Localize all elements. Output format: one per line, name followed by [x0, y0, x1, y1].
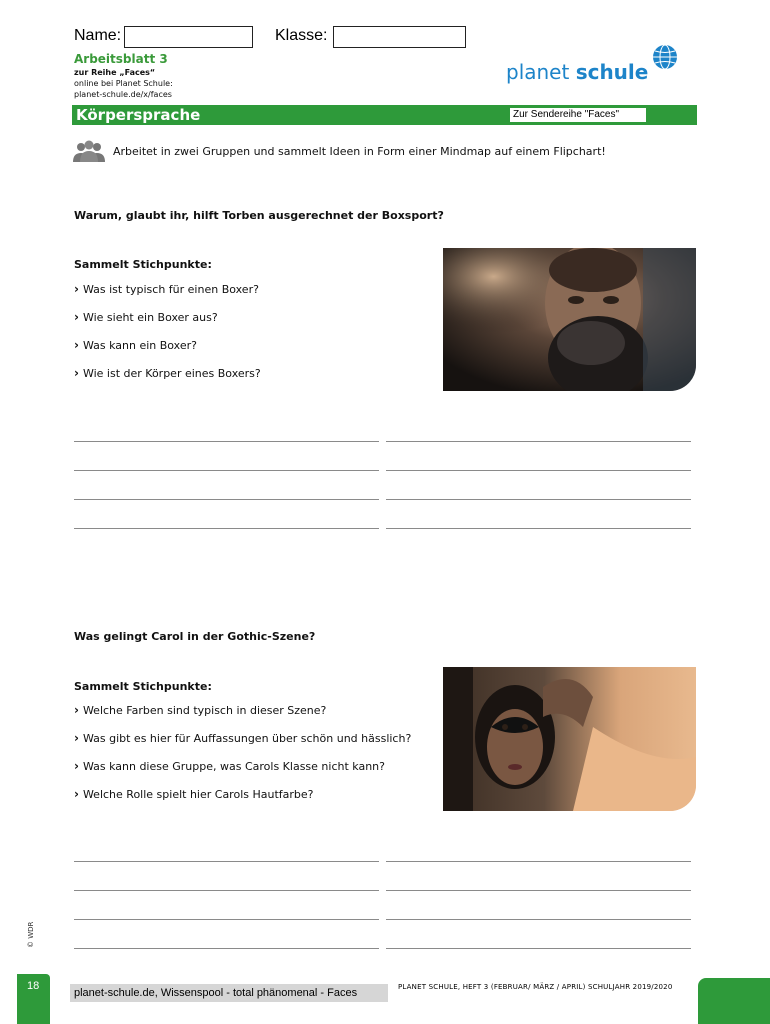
writing-line[interactable] — [74, 470, 379, 471]
bullet-item: › Was kann diese Gruppe, was Carols Klasse nicht kann? — [74, 759, 385, 773]
worksheet-meta — [74, 67, 173, 100]
klasse-label: Klasse: — [275, 27, 328, 44]
writing-line[interactable] — [74, 528, 379, 529]
meta-online: online bei Planet Schule: — [74, 79, 173, 88]
chevron-right-icon: › — [74, 731, 79, 745]
globe-icon — [652, 44, 678, 74]
bullet-item: › Welche Farben sind typisch in dieser Szene? — [74, 703, 327, 717]
klasse-field[interactable] — [333, 26, 466, 48]
prompt-head-1: Sammelt Stichpunkte: — [74, 258, 212, 271]
name-field[interactable] — [124, 26, 253, 48]
footer-green-tab — [698, 978, 770, 1024]
planet-schule-logo — [506, 44, 678, 84]
instruction-text: Arbeitet in zwei Gruppen und sammelt Ideen in Form einer Mindmap auf einem Flipchart! — [113, 145, 606, 158]
section-title: Körpersprache — [76, 106, 201, 124]
writing-line[interactable] — [386, 890, 691, 891]
prompt-head-2: Sammelt Stichpunkte: — [74, 680, 212, 693]
bullet-item: › Was kann ein Boxer? — [74, 338, 197, 352]
series-label: Zur Sendereihe "Faces" — [510, 108, 646, 122]
writing-line[interactable] — [74, 441, 379, 442]
writing-line[interactable] — [74, 499, 379, 500]
meta-url: planet-schule.de/x/faces — [74, 90, 172, 99]
name-label: Name: — [74, 27, 122, 44]
writing-line[interactable] — [74, 861, 379, 862]
page-number: 18 — [27, 980, 40, 992]
chevron-right-icon: › — [74, 759, 79, 773]
chevron-right-icon: › — [74, 787, 79, 801]
copyright-note: © WDR — [27, 921, 35, 948]
meta-series: zur Reihe „Faces“ — [74, 68, 156, 77]
chevron-right-icon: › — [74, 282, 79, 296]
section-bar — [72, 105, 697, 125]
bullet-item: › Welche Rolle spielt hier Carols Hautfarbe? — [74, 787, 314, 801]
group-icon — [72, 140, 106, 168]
boxer-photo — [443, 248, 696, 391]
page-number-tab — [17, 974, 50, 1024]
writing-line[interactable] — [386, 861, 691, 862]
footer-source: planet-schule.de, Wissenspool - total phänomenal - Faces — [70, 984, 388, 1002]
logo-text: planet schule — [506, 60, 649, 84]
writing-line[interactable] — [386, 919, 691, 920]
question-1: Warum, glaubt ihr, hilft Torben ausgerechnet der Boxsport? — [74, 209, 444, 222]
chevron-right-icon: › — [74, 338, 79, 352]
question-2: Was gelingt Carol in der Gothic-Szene? — [74, 630, 316, 643]
bullet-item: › Wie sieht ein Boxer aus? — [74, 310, 218, 324]
chevron-right-icon: › — [74, 310, 79, 324]
writing-line[interactable] — [386, 948, 691, 949]
chevron-right-icon: › — [74, 703, 79, 717]
worksheet-title: Arbeitsblatt 3 — [74, 52, 168, 66]
writing-line[interactable] — [74, 948, 379, 949]
writing-line[interactable] — [386, 499, 691, 500]
bullet-item: › Was gibt es hier für Auffassungen über schön und hässlich? — [74, 731, 412, 745]
writing-line[interactable] — [386, 528, 691, 529]
bullet-item: › Wie ist der Körper eines Boxers? — [74, 366, 261, 380]
chevron-right-icon: › — [74, 366, 79, 380]
writing-line[interactable] — [386, 441, 691, 442]
bullet-item: › Was ist typisch für einen Boxer? — [74, 282, 259, 296]
gothic-scene-photo — [443, 667, 696, 811]
writing-line[interactable] — [74, 919, 379, 920]
writing-line[interactable] — [386, 470, 691, 471]
footer-issue: PLANET SCHULE, HEFT 3 (FEBRUAR/ MÄRZ / APRIL) SCHULJAHR 2019/2020 — [398, 983, 673, 991]
writing-line[interactable] — [74, 890, 379, 891]
